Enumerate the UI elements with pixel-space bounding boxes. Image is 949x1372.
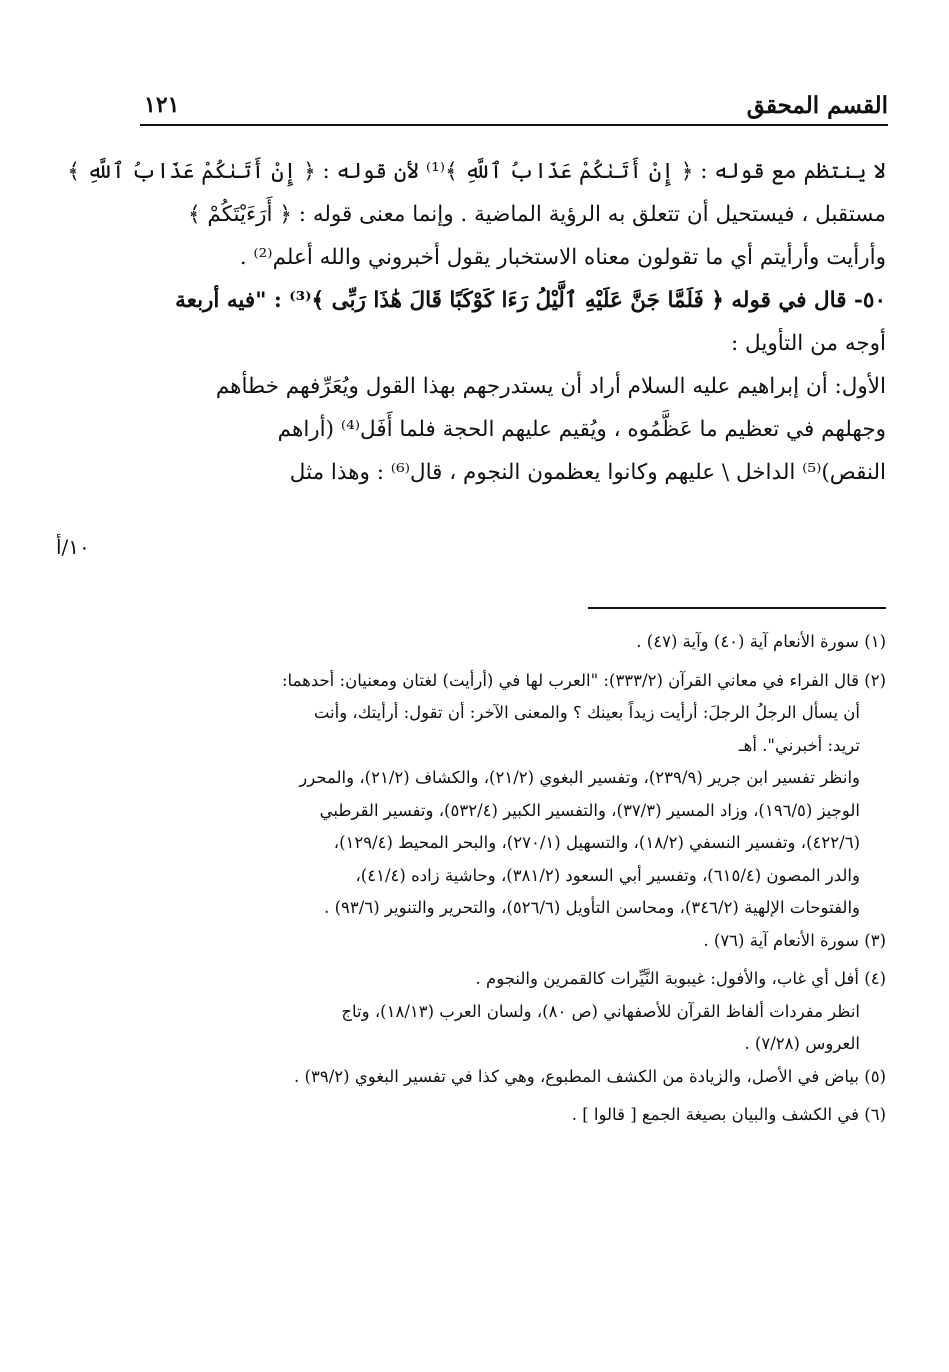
footnote-separator xyxy=(588,607,886,609)
footnote-line: العروس (٧/٢٨) . xyxy=(744,1034,860,1053)
text-line: لا ينتظم مع قوله : ﴿ إِنْ أَتَىٰكُمْ عَذَابُ ٱللَّهِ ﴾⁽¹⁾ لأن قوله : ﴿ إِنْ أَتَىٰكُمْ عَذَابُ ٱللَّهِ ﴾ xyxy=(67,159,886,184)
text-line: وجهلهم في تعظيم ما عَظَّمُوه ، ويُقيم عليهم الحجة فلما أَفَل⁽⁴⁾ (أراهم xyxy=(277,417,886,442)
footnote-5: (٥) بياض في الأصل، والزيادة من الكشف المطبوع، وهي كذا في تفسير البغوي (٣٩/٢) . xyxy=(294,1066,886,1086)
running-header xyxy=(140,92,888,122)
text-line: النقص)⁽⁵⁾ الداخل \ عليهم وكانوا يعظمون النجوم ، قال⁽⁶⁾ : وهذا مثل xyxy=(289,460,886,485)
page-number: ١٢١ xyxy=(144,92,180,118)
text-line: وأرأيت وأرأيتم أي ما تقولون معناه الاستخبار يقول أخبروني والله أعلم⁽²⁾ . xyxy=(239,245,886,270)
first-interpretation-line: الأول: أن إبراهيم عليه السلام أراد أن يستدرجهم بهذا القول ويُعَرِّفهم خطأهم xyxy=(215,374,886,399)
manuscript-folio-marker: ١٠/أ xyxy=(56,535,90,559)
footnote-line: الوجيز (١٩٦/٥)، وزاد المسير (٣٧/٣)، والتفسير الكبير (٥٣٢/٤)، وتفسير القرطبي xyxy=(319,800,860,820)
footnote-line: وانظر تفسير ابن جرير (٢٣٩/٩)، وتفسير البغوي (٢١/٢)، والكشاف (٢١/٢)، والمحرر xyxy=(299,768,860,787)
footnote-6: (٦) في الكشف والبيان بصيغة الجمع [ قالوا ] . xyxy=(571,1105,886,1124)
footnote-2: (٢) قال الفراء في معاني القرآن (٣٣٣/٢): "العرب لها في (أرأيت) لغتان ومعنيان: أحدهما: xyxy=(282,670,886,690)
footnote-line: تريد: أخبرني". أهـ xyxy=(738,735,860,755)
main-text xyxy=(67,150,886,494)
footnotes xyxy=(142,626,886,1132)
footnote-4: (٤) أفل أي غاب، والأفول: غيبوبة النَّيِّرات كالقمرين والنجوم . xyxy=(475,969,886,988)
footnote-line: أن يسأل الرجلُ الرجلَ: أرأيت زيداً بعينك ؟ والمعنى الآخر: أن تقول: أرأيتك، وأنت xyxy=(313,703,860,722)
footnote-line: (٤٢٢/٦)، وتفسير النسفي (١٨/٢)، والتسهيل (٢٧٠/١)، والبحر المحيط (١٢٩/٤)، xyxy=(333,833,860,852)
section-title: القسم المحقق xyxy=(746,92,888,119)
item-50-line: ٥٠- قال في قوله ﴿ فَلَمَّا جَنَّ عَلَيْهِ ٱلَّيْلُ رَءَا كَوْكَبًا قَالَ هَٰذَا رَبِّى ﴾⁽³⁾ : "فيه أربعة xyxy=(175,288,886,313)
header-rule xyxy=(140,124,888,126)
text-line: أوجه من التأويل : xyxy=(730,331,886,356)
footnote-line: انظر مفردات ألفاظ القرآن للأصفهاني (ص ٨٠)، ولسان العرب (١٨/١٣)، وتاج xyxy=(341,1001,860,1021)
footnote-line: والدر المصون (٦١٥/٤)، وتفسير أبي السعود (٣٨١/٢)، وحاشية زاده (٤١/٤)، xyxy=(355,865,860,885)
footnote-3: (٣) سورة الأنعام آية (٧٦) . xyxy=(703,930,886,950)
text-line: مستقبل ، فيستحيل أن تتعلق به الرؤية الماضية . وإنما معنى قوله : ﴿ أَرَءَيْتَكُمْ ﴾ xyxy=(187,202,886,227)
footnote-1: (١) سورة الأنعام آية (٤٠) وآية (٤٧) . xyxy=(636,632,886,651)
footnote-line: والفتوحات الإلهية (٣٤٦/٢)، ومحاسن التأويل (٥٢٦/٦)، والتحرير والتنوير (٩٣/٦) . xyxy=(324,898,860,917)
